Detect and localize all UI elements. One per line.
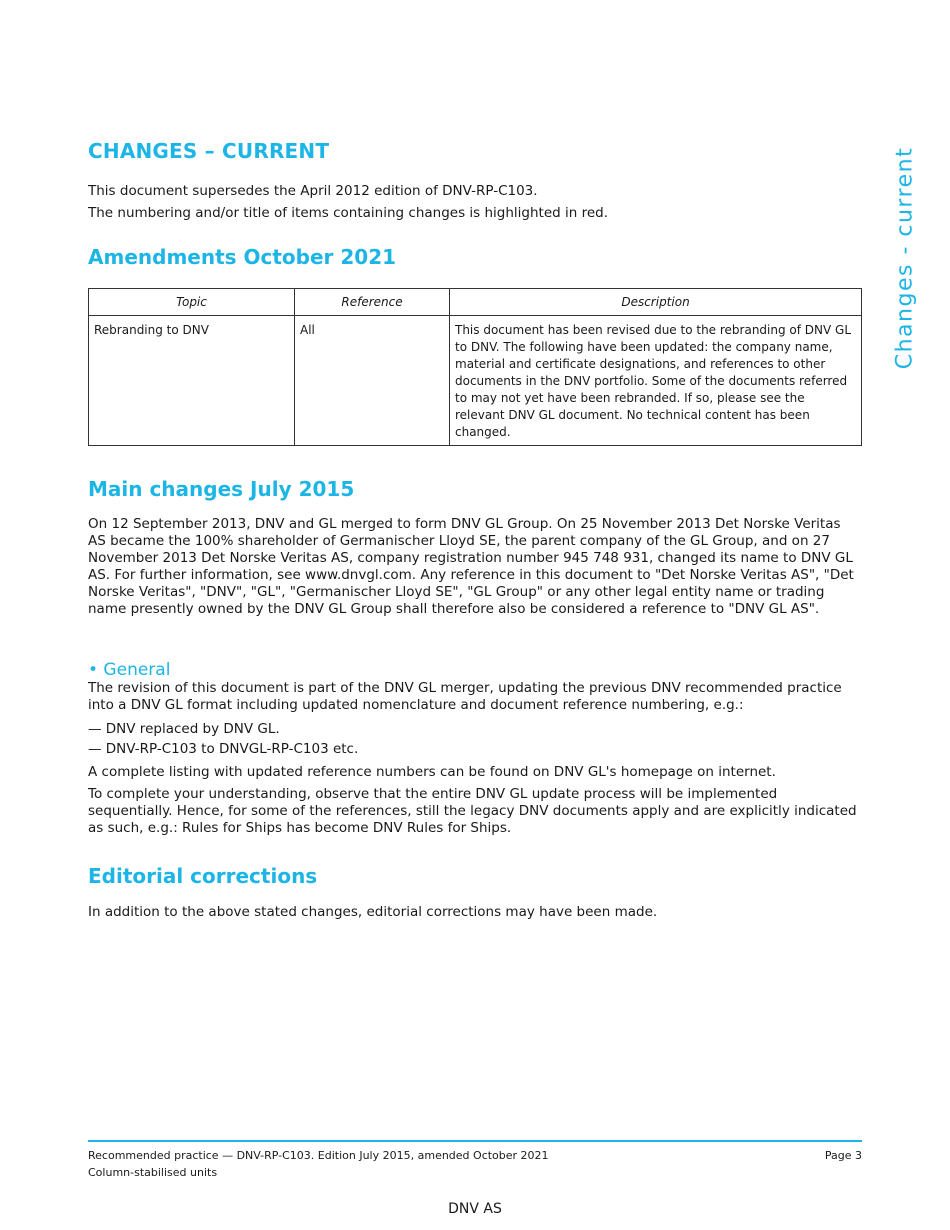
column-header-description: Description (450, 289, 862, 316)
general-heading: • General (88, 660, 171, 680)
cell-topic: Rebranding to DNV (89, 316, 295, 446)
column-header-topic: Topic (89, 289, 295, 316)
general-paragraph-2: A complete listing with updated reference numbers can be found on DNV GL's homepage on internet. (88, 764, 776, 780)
intro-line-2: The numbering and/or title of items containing changes is highlighted in red. (88, 205, 609, 221)
page-title: CHANGES – CURRENT (88, 139, 330, 163)
table-header-row (89, 289, 862, 316)
main-changes-text: On 12 September 2013, DNV and GL merged to form DNV GL Group. On 25 November 2013 Det Norske Veritas AS became the 100% shareholder of Germanischer Lloyd SE, the parent company of the GL Group, and on 27 November 2013 Det Norske Veritas AS, company registration number 945 748 931, changed its name to DNV GL AS. For further information, see www.dnvgl.com. Any reference in this document to "Det Norske Veritas AS", "Det Norske Veritas", "DNV", "GL", "Germanischer Lloyd SE", "GL Group" or any other legal entity name or trading name presently owned by the DNV GL Group shall therefore also be considered a reference to "DNV GL AS". (88, 516, 854, 617)
general-paragraph-1: The revision of this document is part of the DNV GL merger, updating the previous DNV recommended practice into a DNV GL format including updated nomenclature and document reference numbering, e.g.: (88, 680, 842, 713)
table-row (89, 316, 862, 446)
amendments-heading: Amendments October 2021 (88, 245, 397, 269)
footer-divider (88, 1140, 862, 1142)
amendments-table (88, 288, 862, 446)
footer-document-info: Recommended practice — DNV-RP-C103. Edition July 2015, amended October 2021 (88, 1149, 549, 1162)
company-name: DNV AS (448, 1201, 502, 1217)
general-paragraph-3: To complete your understanding, observe that the entire DNV GL update process will be implemented sequentially. Hence, for some of the references, still the legacy DNV documents apply and are explicitly indicated as such, e.g.: Rules for Ships has become DNV Rules for Ships. (88, 786, 857, 836)
page-footer (88, 1147, 862, 1181)
side-tab-label: Changes - current (892, 146, 918, 370)
general-list (88, 719, 862, 759)
cell-description: This document has been revised due to the rebranding of DNV GL to DNV. The following have been updated: the company name, material and certificate designations, and references to other documents in the DNV portfolio. Some of the documents referred to may not yet have been rebranded. If so, please see the relevant DNV GL document. No technical content has been changed. (450, 316, 862, 446)
footer-page-number: Page 3 (824, 1149, 862, 1162)
intro-line-1: This document supersedes the April 2012 edition of DNV-RP-C103. (88, 183, 538, 199)
footer-subtitle: Column-stabilised units (88, 1166, 218, 1179)
editorial-heading: Editorial corrections (88, 864, 318, 888)
main-changes-heading: Main changes July 2015 (88, 477, 355, 501)
cell-reference: All (295, 316, 450, 446)
list-item: — DNV replaced by DNV GL. (88, 721, 280, 737)
intro-section (88, 180, 608, 224)
general-section (88, 660, 862, 837)
side-tab (891, 145, 919, 371)
column-header-reference: Reference (295, 289, 450, 316)
editorial-text: In addition to the above stated changes, editorial corrections may have been made. (88, 904, 658, 920)
list-item: — DNV-RP-C103 to DNVGL-RP-C103 etc. (88, 741, 359, 757)
